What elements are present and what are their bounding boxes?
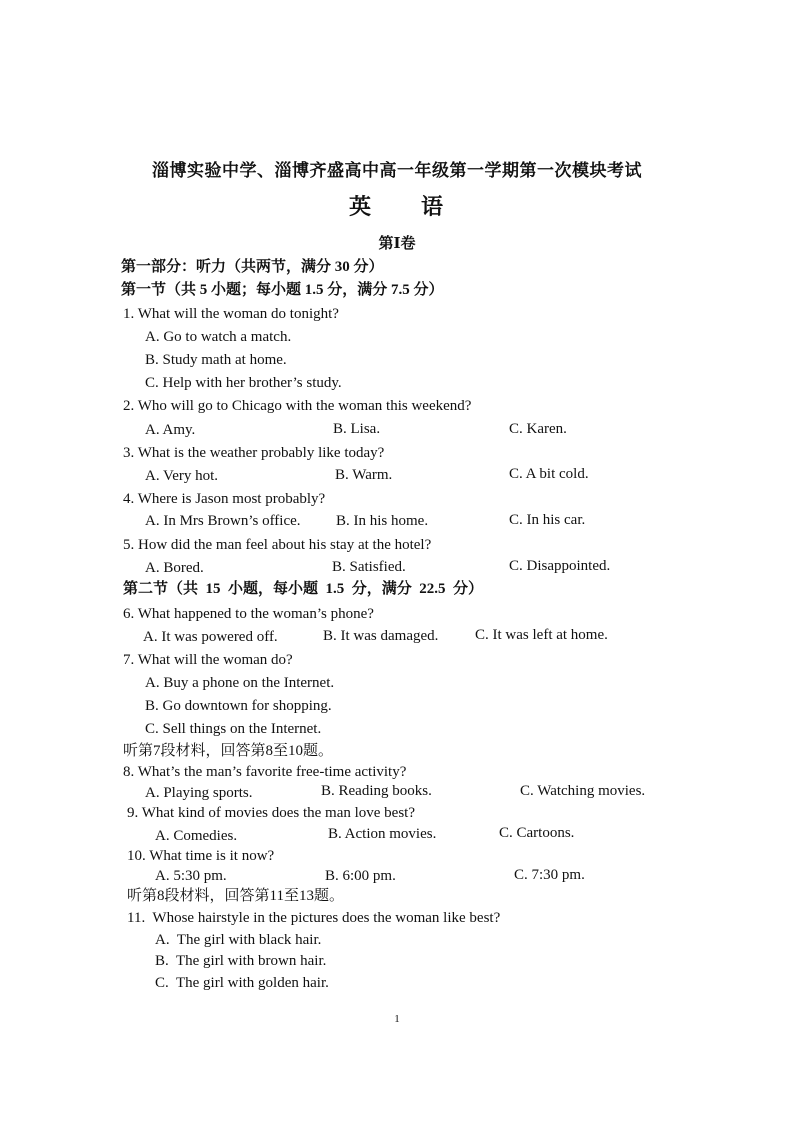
question-8-option-a: A. Playing sports. [145, 785, 253, 801]
question-1-option-c: C. Help with her brother’s study. [145, 375, 342, 391]
question-9-option-b: B. Action movies. [328, 826, 437, 842]
question-11-option-c: C. The girl with golden hair. [155, 975, 329, 991]
subject-title [0, 190, 794, 221]
question-2-option-a: A. Amy. [145, 422, 196, 438]
question-1-option-b: B. Study math at home. [145, 352, 287, 368]
question-1-option-a: A. Go to watch a match. [145, 329, 292, 345]
question-4-option-a: A. In Mrs Brown’s office. [145, 513, 301, 529]
part1-heading: 第一部分：听力（共两节，满分 30 分） [121, 259, 384, 275]
question-2-option-b: B. Lisa. [333, 421, 381, 437]
question-10-option-b: B. 6:00 pm. [325, 868, 396, 884]
section2-heading: 第二节（共 15 小题，每小题 1.5 分，满分 22.5 分） [123, 581, 484, 597]
question-9-option-c: C. Cartoons. [499, 825, 575, 841]
question-5-option-b: B. Satisfied. [332, 559, 406, 575]
question-11-option-a: A. The girl with black hair. [155, 932, 322, 948]
question-3-stem: 3. What is the weather probably like today? [123, 445, 385, 461]
question-6-option-a: A. It was powered off. [143, 629, 278, 645]
page-number: 1 [394, 1013, 400, 1025]
question-3-option-b: B. Warm. [335, 467, 393, 483]
section1-heading: 第一节（共 5 小题；每小题 1.5 分，满分 7.5 分） [121, 282, 444, 298]
question-6-stem: 6. What happened to the woman’s phone? [123, 606, 374, 622]
question-7-option-c: C. Sell things on the Internet. [145, 721, 322, 737]
question-4-option-b: B. In his home. [336, 513, 429, 529]
subject-char-2: 语 [421, 194, 446, 219]
question-10-option-a: A. 5:30 pm. [155, 868, 227, 884]
question-7-stem: 7. What will the woman do? [123, 652, 293, 668]
question-2-stem: 2. Who will go to Chicago with the woman this weekend? [123, 398, 472, 414]
question-10-option-c: C. 7:30 pm. [514, 867, 585, 883]
question-2-option-c: C. Karen. [509, 421, 567, 437]
question-11-stem: 11. Whose hairstyle in the pictures does the woman like best? [127, 910, 501, 926]
question-8-option-c: C. Watching movies. [520, 783, 646, 799]
subject-char-1: 英 [348, 194, 373, 219]
listening-note-7: 听第7段材料，回答第8至10题。 [123, 743, 334, 759]
question-7-option-b: B. Go downtown for shopping. [145, 698, 332, 714]
question-9-option-a: A. Comedies. [155, 828, 238, 844]
question-5-option-a: A. Bored. [145, 560, 204, 576]
question-9-stem: 9. What kind of movies does the man love best? [127, 805, 415, 821]
question-5-stem: 5. How did the man feel about his stay at the hotel? [123, 537, 432, 553]
volume-label: 第Ⅰ卷 [378, 236, 416, 252]
question-8-option-b: B. Reading books. [321, 783, 432, 799]
question-4-stem: 4. Where is Jason most probably? [123, 491, 326, 507]
question-5-option-c: C. Disappointed. [509, 558, 611, 574]
question-3-option-c: C. A bit cold. [509, 466, 589, 482]
exam-title: 淄博实验中学、淄博齐盛高中高一年级第一学期第一次模块考试 [152, 161, 642, 180]
question-4-option-c: C. In his car. [509, 512, 586, 528]
question-11-option-b: B. The girl with brown hair. [155, 953, 327, 969]
question-8-stem: 8. What’s the man’s favorite free-time activity? [123, 764, 407, 780]
question-10-stem: 10. What time is it now? [127, 848, 275, 864]
question-6-option-c: C. It was left at home. [475, 627, 608, 643]
question-3-option-a: A. Very hot. [145, 468, 219, 484]
question-6-option-b: B. It was damaged. [323, 628, 439, 644]
question-1-stem: 1. What will the woman do tonight? [123, 306, 339, 322]
question-7-option-a: A. Buy a phone on the Internet. [145, 675, 335, 691]
listening-note-8: 听第8段材料，回答第11至13题。 [127, 888, 344, 904]
